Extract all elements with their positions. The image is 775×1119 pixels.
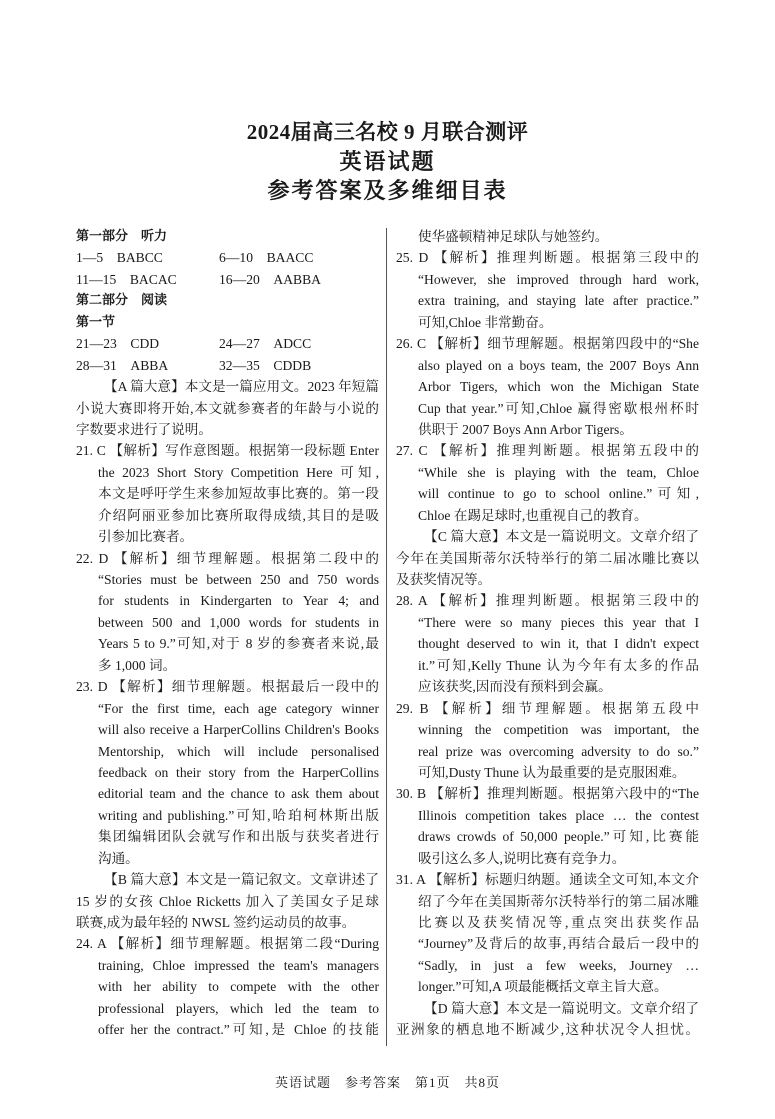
text-line: 第一节 (76, 314, 116, 330)
text-line: the 2023 Short Story Competition Here 可知, (98, 464, 379, 480)
text-line: 21. C 【解析】写作意图题。根据第一段标题 Enter (76, 443, 379, 459)
text-line: 29. B 【解析】细节理解题。根据第五段中 (396, 700, 699, 716)
answer-key-cell: 11—15 BACAC (76, 271, 177, 287)
text-line: 25. D 【解析】推理判断题。根据第三段中的 (396, 250, 699, 266)
answer-key-cell: 21—23 CDD (76, 336, 160, 352)
answer-explanation (396, 333, 699, 440)
document-subtitle: 参考答案及多维细目表 (267, 178, 508, 203)
text-line: 小说大赛即将开始,本文就参赛者的年龄与小说的 (76, 400, 379, 416)
text-line: 今年在美国斯蒂尔沃特举行的第二届冰雕比赛以 (396, 550, 699, 566)
text-line: real prize was overcoming adversity to do so.” (418, 743, 699, 759)
text-line: 26. C 【解析】细节理解题。根据第四段中的“She (396, 336, 699, 352)
text-line: 多 1,000 词。 (98, 657, 177, 673)
answer-explanation (396, 247, 699, 333)
answer-key-row (76, 269, 379, 290)
text-line: 吸引这么多人,说明比赛有竞争力。 (418, 850, 626, 866)
answer-key-cell: 28—31 ABBA (76, 357, 169, 373)
text-line: feedback on their story from the HarperCollins (98, 764, 379, 780)
answer-key-cell: 6—10 BAACC (219, 250, 314, 266)
text-line: “However, she improved through hard work, (418, 271, 699, 287)
paragraph-continuation (396, 226, 699, 247)
passage-summary (396, 998, 699, 1041)
text-line: for students in Kindergarten to Year 4; and (98, 593, 379, 609)
text-line: 可知,Dusty Thune 认为最重要的是克服困难。 (418, 764, 686, 780)
text-line: 绍了今年在美国斯蒂尔沃特举行的第二届冰雕 (418, 893, 699, 909)
text-line: “While she is playing with the team, Chloe (418, 464, 699, 480)
answer-key-row (76, 247, 379, 268)
text-line: 集团编辑团队会就写作和出版与获奖者进行 (98, 829, 379, 845)
text-line: training, Chloe impressed the team's managers (98, 957, 379, 973)
text-line: 【A 篇大意】本文是一篇应用文。2023 年短篇 (104, 379, 379, 395)
text-line: 可知,Chloe 非常勤奋。 (418, 314, 553, 330)
text-line: “For the first time, each age category winner (98, 700, 379, 716)
passage-summary (396, 526, 699, 590)
answer-explanation (76, 676, 379, 869)
answer-explanation (396, 869, 699, 998)
text-line: between 500 and 1,000 words for students in (98, 614, 379, 630)
text-line: 引参加比赛者。 (98, 529, 194, 545)
text-line: 联赛,成为最年轻的 NWSL 签约运动员的故事。 (76, 915, 356, 930)
text-line: Illinois competition takes place … the contest (418, 807, 699, 823)
text-line: editorial team and the chance to ask them about (98, 786, 379, 802)
page-footer: 英语试题 参考答案 第1页 共8页 (274, 1075, 500, 1090)
text-line: 应该获奖,因而没有预料到会赢。 (418, 679, 612, 695)
answer-explanation (396, 440, 699, 526)
text-line: “Sadly, in just a few weeks, Journey … (418, 957, 699, 973)
text-line: 亚洲象的栖息地不断减少,这种状况令人担忧。 (396, 1022, 699, 1038)
text-line: winning the competition was important, the (418, 722, 699, 738)
text-line: it.”可知,Kelly Thune 认为今年有太多的作品 (418, 657, 699, 673)
document-subject: 英语试题 (339, 149, 436, 174)
text-line: extra training, and staying late after practice.” (418, 293, 699, 309)
text-line: 15 岁的女孩 Chloe Ricketts 加入了美国女子足球 (76, 893, 379, 909)
text-line: 31. A 【解析】标题归纳题。通读全文可知,本文介 (396, 872, 699, 888)
text-line: professional players, which led the team to (98, 1000, 379, 1016)
passage-summary (76, 869, 379, 933)
answer-key-row (76, 333, 379, 354)
text-line: with her ability to compete with the other (98, 979, 379, 995)
text-line: 及获奖情况等。 (396, 572, 492, 587)
left-column (76, 226, 379, 1041)
text-line: draws crowds of 50,000 people.”可知,比赛能 (418, 829, 699, 845)
text-line: 比赛以及获奖情况等,重点突出获奖作品 (418, 915, 699, 930)
answer-explanation (396, 698, 699, 784)
text-line: 沟通。 (98, 850, 139, 866)
text-line: Mentorship, which will include personalised (98, 743, 379, 759)
text-line: “Stories must be between 250 and 750 words (98, 572, 379, 587)
column-divider (386, 228, 387, 1046)
text-line: 22. D 【解析】细节理解题。根据第二段中的 (76, 550, 379, 566)
answer-explanation (76, 548, 379, 677)
answer-key-cell: 16—20 AABBA (219, 271, 321, 287)
text-line: 供职于 2007 Boys Ann Arbor Tigers。 (418, 421, 633, 437)
text-line: writing and publishing.”可知,哈珀柯林斯出版 (98, 807, 379, 823)
text-line: 27. C 【解析】推理判断题。根据第五段中的 (396, 443, 699, 459)
text-line: 24. A 【解析】细节理解题。根据第二段“During (76, 936, 379, 952)
text-line: “There were so many pieces this year that I (418, 614, 699, 630)
document-title: 2024届高三名校 9 月联合测评 (246, 120, 529, 144)
text-line: will also receive a HarperCollins Children's Books (98, 722, 379, 738)
text-line: 28. A 【解析】推理判断题。根据第三段中的 (396, 593, 699, 609)
text-line: “Journey”及背后的故事,再结合最后一段中的 (418, 936, 699, 952)
text-line: 介绍阿丽亚参加比赛所取得成绩,其目的是吸 (98, 507, 379, 523)
text-line: longer.”可知,A 项最能概括文章主旨大意。 (418, 979, 668, 995)
answer-key-cell: 24—27 ADCC (219, 336, 312, 352)
answer-key-cell: 32—35 CDDB (219, 357, 312, 373)
answer-key-row (76, 355, 379, 376)
text-line: 第一部分 听力 (76, 229, 168, 244)
answer-key-cell: 1—5 BABCC (76, 250, 163, 266)
passage-summary (76, 376, 379, 440)
text-line: thought deserved to win it, that I didn't expect (418, 636, 699, 652)
text-line: 【B 篇大意】本文是一篇记叙文。文章讲述了 (104, 872, 379, 888)
text-line: 【D 篇大意】本文是一篇说明文。文章介绍了 (424, 1000, 699, 1016)
answer-explanation (76, 440, 379, 547)
answer-explanation (396, 783, 699, 869)
text-line: Years 5 to 9.”可知,对于 8 岁的参赛者来说,最 (98, 636, 379, 652)
text-line: 使华盛顿精神足球队与她签约。 (418, 229, 609, 244)
text-line: Chloe 在踢足球时,也重视自己的教育。 (418, 507, 648, 523)
text-line: Cup that year.”可知,Chloe 赢得密歇根州杯时 (418, 400, 699, 416)
text-line: 字数要求进行了说明。 (76, 421, 212, 437)
text-line: Arbor Tigers, which won the Michigan State (418, 379, 699, 395)
text-line: also played on a boys team, the 2007 Boys Ann (418, 357, 699, 373)
answer-explanation (396, 590, 699, 697)
section-heading (76, 226, 379, 247)
section-heading (76, 312, 379, 333)
answer-explanation (76, 933, 379, 1040)
text-line: will continue to go to school online.”可知, (418, 486, 699, 502)
text-line: 【C 篇大意】本文是一篇说明文。文章介绍了 (424, 529, 699, 545)
text-line: 30. B 【解析】推理判断题。根据第六段中的“The (396, 786, 699, 802)
text-line: 本文是呼吁学生来参加短故事比赛的。第一段 (98, 486, 379, 502)
text-line: offer her the contract.”可知,是 Chloe 的技能 (98, 1022, 379, 1038)
text-line: 23. D 【解析】细节理解题。根据最后一段中的 (76, 679, 379, 695)
right-column (396, 226, 699, 1041)
text-line: 第二部分 阅读 (76, 293, 168, 309)
section-heading (76, 290, 379, 311)
